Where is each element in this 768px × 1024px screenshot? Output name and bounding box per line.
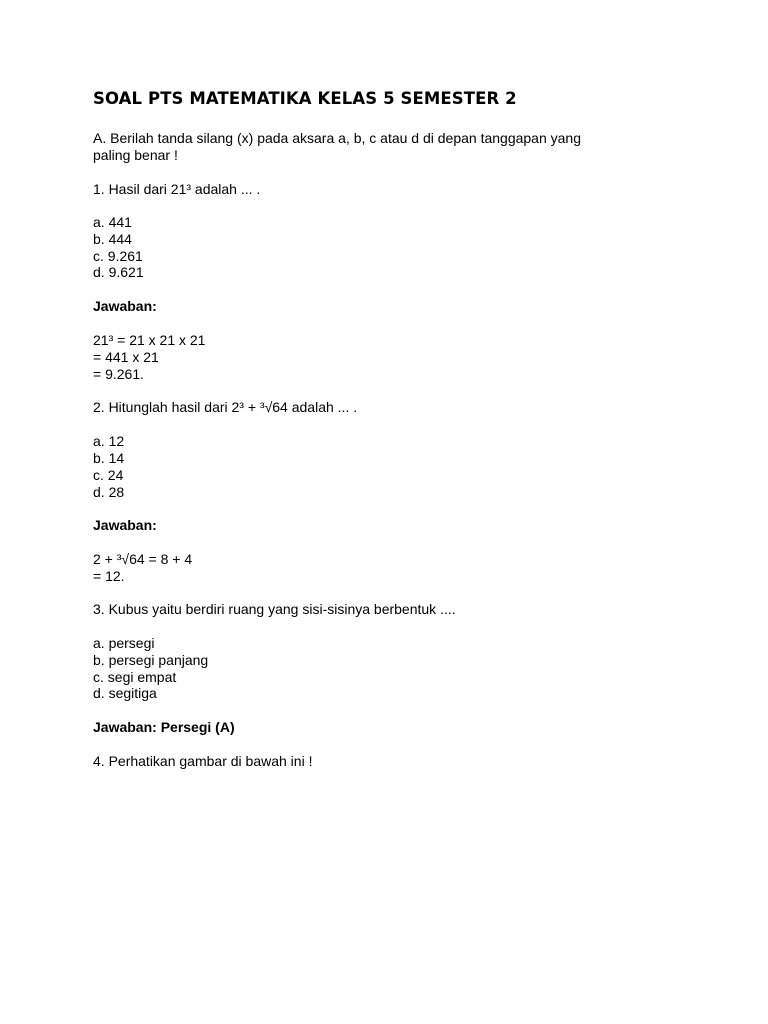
question-1-text: 1. Hasil dari 21³ adalah ... . (93, 181, 261, 197)
question-2-option-b: b. 14 (93, 450, 125, 466)
question-3-text: 3. Kubus yaitu berdiri ruang yang sisi-sisinya berbentuk .... (93, 601, 456, 617)
question-2-text: 2. Hitunglah hasil dari 2³ + ³√64 adalah ... . (93, 399, 358, 415)
document-title: SOAL PTS MATEMATIKA KELAS 5 SEMESTER 2 (93, 89, 517, 108)
question-3-option-b: b. persegi panjang (93, 652, 209, 668)
question-2-option-d: d. 28 (93, 484, 125, 500)
question-3-option-c: c. segi empat (93, 669, 177, 685)
question-2-answer-label: Jawaban: (93, 517, 157, 533)
question-4-text: 4. Perhatikan gambar di bawah ini ! (93, 753, 313, 769)
question-1-option-c: c. 9.261 (93, 248, 143, 264)
question-3-option-d: d. segitiga (93, 685, 157, 701)
question-1-work-line-1: 21³ = 21 x 21 x 21 (93, 332, 206, 348)
question-1-option-a: a. 441 (93, 214, 132, 230)
question-1-answer-label: Jawaban: (93, 298, 157, 314)
question-1-option-b: b. 444 (93, 231, 132, 247)
question-1-work-line-3: = 9.261. (93, 366, 144, 382)
question-2-option-c: c. 24 (93, 467, 124, 483)
question-3-answer-label: Jawaban: Persegi (A) (93, 719, 235, 735)
instruction-line-1: A. Berilah tanda silang (x) pada aksara a, b, c atau d di depan tanggapan yang (93, 130, 582, 146)
question-1-work-line-2: = 441 x 21 (93, 349, 159, 365)
question-2-work-line-1: 2 + ³√64 = 8 + 4 (93, 551, 193, 567)
instruction-line-2: paling benar ! (93, 147, 178, 163)
question-3-option-a: a. persegi (93, 635, 155, 651)
question-1-option-d: d. 9.621 (93, 264, 144, 280)
question-2-option-a: a. 12 (93, 433, 125, 449)
question-2-work-line-2: = 12. (93, 568, 125, 584)
